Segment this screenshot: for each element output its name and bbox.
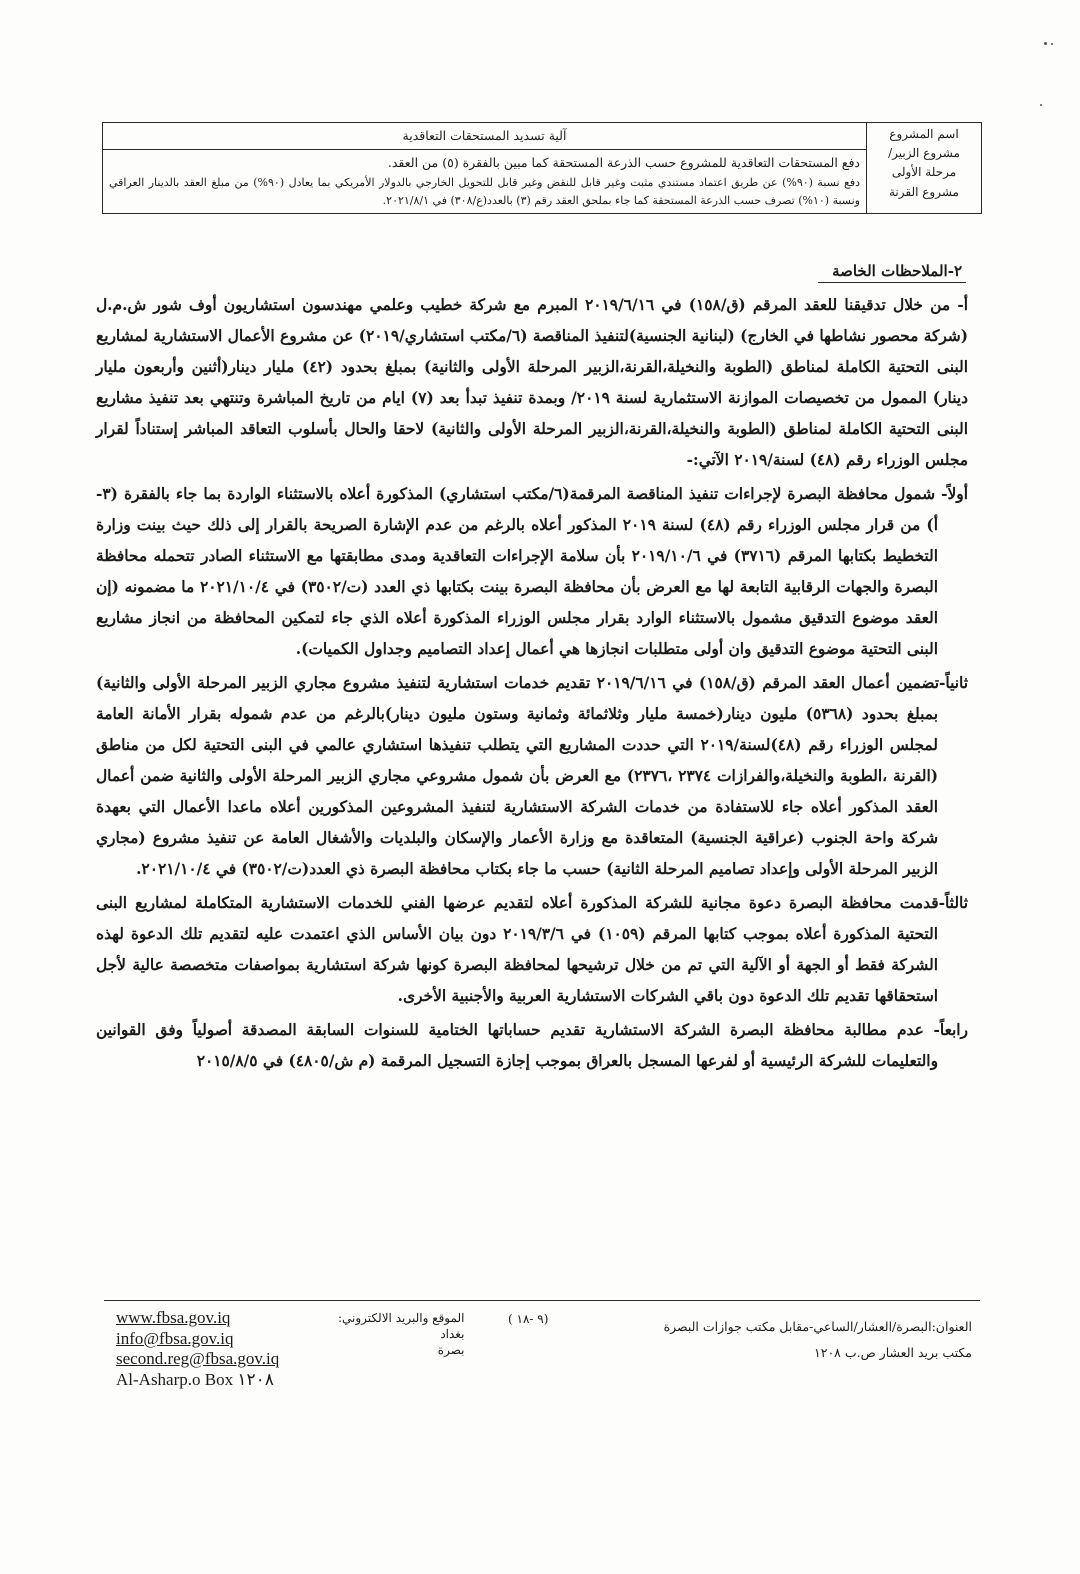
scan-speck [1044,42,1047,45]
paragraph-third: ثالثاً-قدمت محافظة البصرة دعوة مجانية للشركة المذكورة أعلاه لتقديم عرضها الفني للخدمات الاستشارية المتكاملة لمشاريع البنى التحتية المذكورة أعلاه بموجب كتابها المرقم (١٠٥٩) في ٢٠١٩/٣/٦ دون بيان الأساس الذي اعتمدت عليه لتقديم تلك الدعوة لهذه الشركة فقط أو الجهة أو الآلية التي تم من خلال ترشيحها لمحافظة البصرة كونها شركة استشارية بمواصفات متخصصة عالية لأجل استحقاقها تقديم تلك الدعوة دون باقي الشركات الاستشارية العربية والأجنبية الأخرى. [96,894,968,1005]
project-name-line: مشروع الزبير/ [888,146,960,161]
site-label: الموقع والبريد الالكتروني: [338,1311,465,1325]
address-text: العنوان:البصرة/العشار/الساعي-مقابل مكتب جوازات البصرة [663,1319,972,1334]
footer-divider [104,1300,980,1301]
mechanism-cell [103,149,867,213]
section-heading: ٢-الملاحظات الخاصة [818,262,966,283]
po-box-text: Al-Asharp.o Box ١٢٠٨ [116,1369,274,1389]
document-body [96,290,968,1080]
scan-speck [1040,104,1042,106]
footer-contacts [116,1308,279,1390]
email-link[interactable]: second.reg@fbsa.gov.iq [116,1349,280,1368]
project-name-header: اسم المشروع [889,127,959,141]
page-number: ( ٩ -١٨) [508,1312,549,1326]
project-name-line: مرحلة الأولى [891,165,957,180]
paragraph-first: أولاً- شمول محافظة البصرة لإجراءات تنفيذ المناقصة المرقمة(٦/مكتب استشاري) المذكورة أعلاه بالاستثناء الواردة بما جاء بالفقرة (٣- أ) من قرار مجلس الوزراء رقم (٤٨) لسنة ٢٠١٩ المذكور أعلاه بالرغم من عدم الإشارة الصريحة بالقرار إلى ذلك حيث بينت وزارة التخطيط بكتابها المرقم (٣٧١٦) في ٢٠١٩/١٠/٦ بأن سلامة الإجراءات التعاقدية ومدى مطابقتها مع الاستثناء الصادر تتحمله محافظة البصرة والجهات الرقابية التابعة لها مع العرض بأن محافظة البصرة بينت بكتابها ذي العدد (ت/٣٥٠٢) في ٢٠٢١/١٠/٤ ما مضمونه (إن العقد موضوع التدقيق مشمول بالاستثناء الوارد بقرار مجلس الوزراء المذكورة أعلاه الذي جاء لتمكين المحافظة من انجاز مشاريع البنى التحتية موضوع التدقيق وان أولى متطلبات انجازها هي أعمال إعداد التصاميم وجداول الكميات). [96,485,968,658]
project-name-cell [867,123,982,214]
paragraph-fourth: رابعاً- عدم مطالبة محافظة البصرة الشركة الاستشارية تقديم حساباتها الختامية للسنوات السابقة المصدقة أصولياً وفق القوانين والتعليمات للشركة الرئيسية أو لفرعها المسجل بالعراق بموجب إجازة التسجيل المرقمة (م ش/٤٨٠٥) في ٢٠١٥/٨/٥ [96,1021,968,1070]
email-link[interactable]: info@fbsa.gov.iq [116,1328,234,1348]
paragraph-second: ثانياً-تضمين أعمال العقد المرقم (ق/١٥٨) في ٢٠١٩/٦/١٦ تقديم خدمات استشارية لتنفيذ مشروع مجاري الزبير المرحلة الأولى والثانية) بمبلغ بحدود (٥٣٦٨) مليون دينار(خمسة مليار وثلاثمائة وثمانية وستون مليون دينار)بالرغم من عدم شموله بقرار الأمانة العامة لمجلس الوزراء رقم (٤٨)لسنة/٢٠١٩ التي حددت المشاريع التي يتطلب تنفيذها استشاري عالمي في البنى التحتية لكل من مناطق (القرنة ،الطوبة والنخيلة،والفرازات ٢٣٧٤ ،٢٣٧٦) مع العرض بأن شمول مشروعي مجاري الزبير المرحلة الأولى والثانية ضمن أعمال العقد المذكور أعلاه جاء للاستفادة من خدمات الشركة الاستشارية لتنفيذ المشروعين المذكورين أعلاه ماعدا الأعمال التي بعهدة شركة واحة الجنوب (عراقية الجنسية) المتعاقدة مع وزارة الأعمار والإسكان والبلديات والأشغال العامة عن تنفيذ مشروع (مجاري الزبير المرحلة الأولى وإعداد تصاميم المرحلة الثانية) حسب ما جاء بكتاب محافظة البصرة ذي العدد(ت/٣٥٠٢) في ٢٠٢١/١٠/٤. [96,674,968,878]
postbox-text: مكتب بريد العشار ص.ب ١٢٠٨ [814,1345,972,1360]
footer-address-block [664,1314,972,1366]
city-label: بغداد [440,1327,465,1341]
website-link[interactable]: www.fbsa.gov.iq [116,1308,231,1327]
mechanism-line: دفع نسبة (٩٠%) عن طريق اعتماد مستندي مثبت وغير قابل للنقض وغير قابل للتحويل الخارجي بالدولار الأمريكي بما يعادل (٩٠%) من مبلغ العقد بالدينار العراقي ونسبة (١٠%) تصرف حسب الذرعة المستحقة كما جاء بملحق العقد رقم (٣) بالعدد(ع/٣٠٨) في ٢٠٢١/٨/١. [109,175,860,208]
scan-speck [1051,43,1053,45]
payment-mechanism-table [102,122,982,214]
mechanism-line: دفع المستحقات التعاقدية للمشروع حسب الذرعة المستحقة كما مبين بالفقرة (٥) من العقد. [387,154,860,170]
footer-site-label-block [338,1310,464,1358]
paragraph-a: أ- من خلال تدقيقنا للعقد المرقم (ق/١٥٨) في ٢٠١٩/٦/١٦ المبرم مع شركة خطيب وعلمي مهندسون استشاريون أوف شور ش.م.ل (شركة محصور نشاطها في الخارج) (لبنانية الجنسية)لتنفيذ المناقصة (٦/مكتب استشاري/٢٠١٩) عن مشروع الأعمال الاستشارية لمشاريع البنى التحتية الكاملة لمناطق (الطوبة والنخيلة،القرنة،الزبير المرحلة الأولى والثانية) بمبلغ بحدود (٤٢) مليار دينار(أثنين وأربعون مليار دينار) الممول من تخصيصات الموازنة الاستثمارية لسنة ٢٠١٩/ وبمدة تنفيذ تبدأ بعد (٧) ايام من تاريخ المباشرة وتنتهي بعد تنفيذ مشاريع البنى التحتية الكاملة لمناطق (الطوبة والنخيلة،القرنة،الزبير المرحلة الأولى والثانية) لاحقا والحال بأسلوب التعاقد المباشر إستناداً لقرار مجلس الوزراء رقم (٤٨) لسنة/٢٠١٩ الآتي:- [96,296,968,469]
city-label: بصرة [437,1343,465,1357]
project-name-line: مشروع القرنة [889,184,959,199]
mechanism-header: آلية تسديد المستحقات التعاقدية [103,123,867,150]
